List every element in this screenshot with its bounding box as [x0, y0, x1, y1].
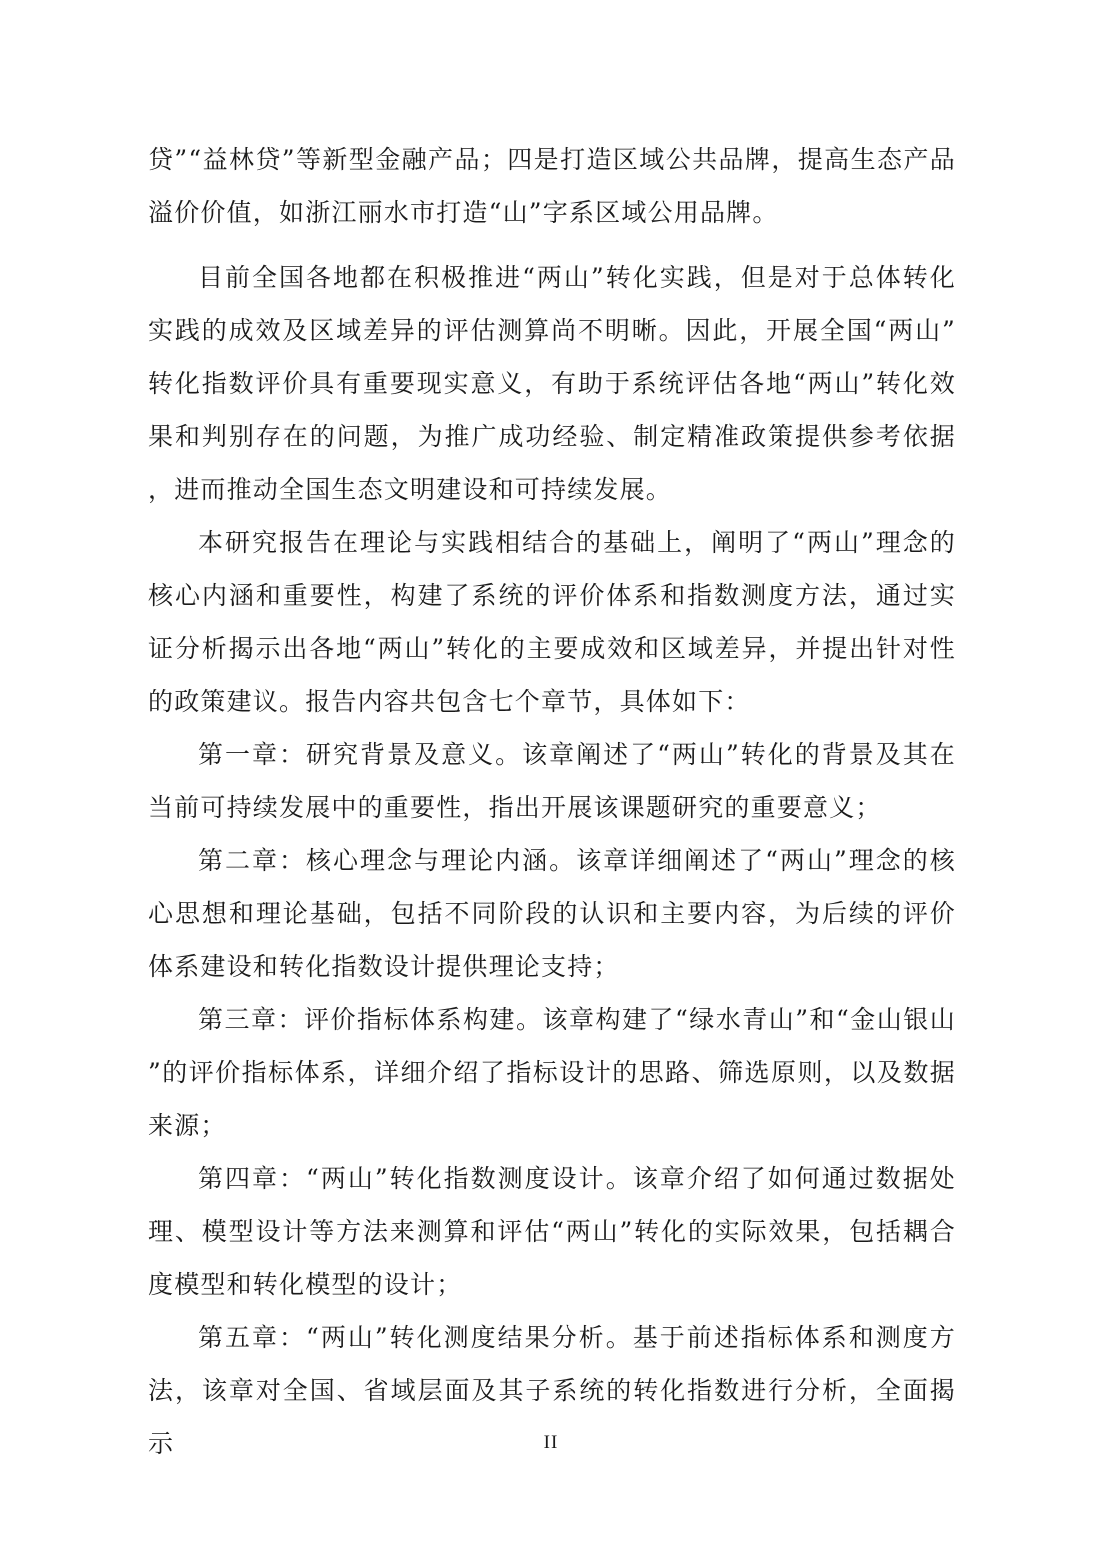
paragraph-background: 目前全国各地都在积极推进“两山”转化实践，但是对于总体转化实践的成效及区域差异的评估测算尚不明晰。因此，开展全国“两山”转化指数评价具有重要现实意义，有助于系统评估各地“两山”转化效果和判别存在的问题，为推广成功经验、制定精准政策提供参考依据，进而推动全国生态文明建设和可持续发展。: [148, 263, 956, 504]
paragraph-chapter-1: 第一章：研究背景及意义。该章阐述了“两山”转化的背景及其在当前可持续发展中的重要性，指出开展该课题研究的重要意义；: [148, 740, 956, 822]
paragraph-chapter-3: 第三章：评价指标体系构建。该章构建了“绿水青山”和“金山银山”的评价指标体系，详细介绍了指标设计的思路、筛选原则，以及数据来源；: [148, 1005, 956, 1140]
document-body: [148, 133, 956, 1470]
paragraph-chapter-4: 第四章：“两山”转化指数测度设计。该章介绍了如何通过数据处理、模型设计等方法来测算和评估“两山”转化的实际效果，包括耦合度模型和转化模型的设计；: [148, 1164, 956, 1299]
paragraph-chapter-2: 第二章：核心理念与理论内涵。该章详细阐述了“两山”理念的核心思想和理论基础，包括不同阶段的认识和主要内容，为后续的评价体系建设和转化指数设计提供理论支持；: [148, 846, 956, 981]
paragraph-continuation: 贷”“益林贷”等新型金融产品；四是打造区域公共品牌，提高生态产品溢价价值，如浙江丽水市打造“山”字系区域公用品牌。: [148, 145, 956, 227]
page-number: II: [543, 1432, 559, 1453]
paragraph-chapter-5: 第五章：“两山”转化测度结果分析。基于前述指标体系和测度方法，该章对全国、省域层面及其子系统的转化指数进行分析，全面揭示: [148, 1323, 956, 1458]
paragraph-report-overview: 本研究报告在理论与实践相结合的基础上，阐明了“两山”理念的核心内涵和重要性，构建了系统的评价体系和指数测度方法，通过实证分析揭示出各地“两山”转化的主要成效和区域差异，并提出针对性的政策建议。报告内容共包含七个章节，具体如下：: [148, 528, 956, 716]
